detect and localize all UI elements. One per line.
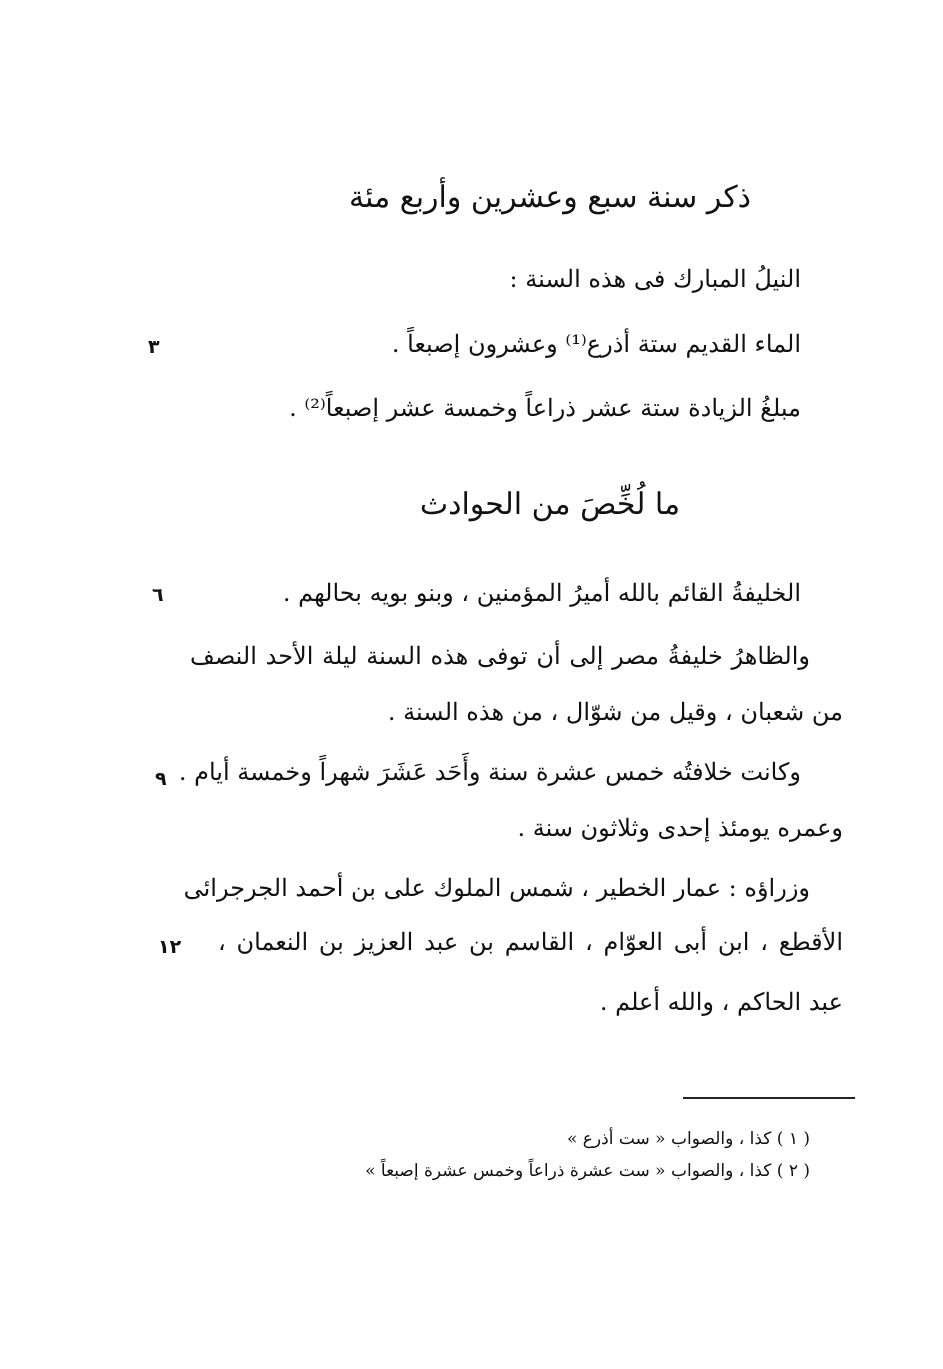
events-line-1: الخليفةُ القائم بالله أميرُ المؤمنين ، وبنو بويه بحالهم . [282,579,801,607]
section-heading-events: ما لُخِّصَ من الحوادث [419,487,681,522]
line-number-6: ٦ [152,584,164,606]
events-line-7: الأقطع ، ابن أبى العوّام ، القاسم بن عبد العزيز بن النعمان ، [218,928,843,956]
footnote-separator [683,1097,855,1099]
footnote-2: ( ٢ ) كذا ، والصواب « ست عشرة ذراعاً وخمس عشرة إصبعاً » [365,1161,810,1181]
events-line-6: وزراؤه : عمار الخطير ، شمس الملوك على بن أحمد الجرجرائى [183,874,810,902]
line-number-9: ٩ [155,768,167,790]
events-line-8: عبد الحاكم ، والله أعلم . [599,988,843,1016]
events-line-4: وكانت خلافتُه خمس عشرة سنة وأَحَد عَشَرَ شهراً وخمسة أيام . [178,758,801,786]
line-number-3: ٣ [148,336,160,358]
footnote-1: ( ١ ) كذا ، والصواب « ست أذرع » [566,1129,810,1149]
nile-increase: مبلغُ الزيادة ستة عشر ذراعاً وخمسة عشر إصبعاً⁽²⁾ . [289,394,801,422]
events-line-3: من شعبان ، وقيل من شوّال ، من هذه السنة . [387,698,843,726]
line-number-12: ١٢ [158,936,182,958]
nile-intro: النيلُ المبارك فى هذه السنة : [509,265,801,293]
nile-old-water: الماء القديم ستة أذرع⁽¹⁾ وعشرون إصبعاً . [391,330,801,358]
events-line-5: وعمره يومئذ إحدى وثلاثون سنة . [517,814,843,842]
events-line-2: والظاهرُ خليفةُ مصر إلى أن توفى هذه السنة ليلة الأحد النصف [190,642,810,670]
section-heading-year: ذكر سنة سبع وعشرين وأربع مئة [348,180,752,215]
